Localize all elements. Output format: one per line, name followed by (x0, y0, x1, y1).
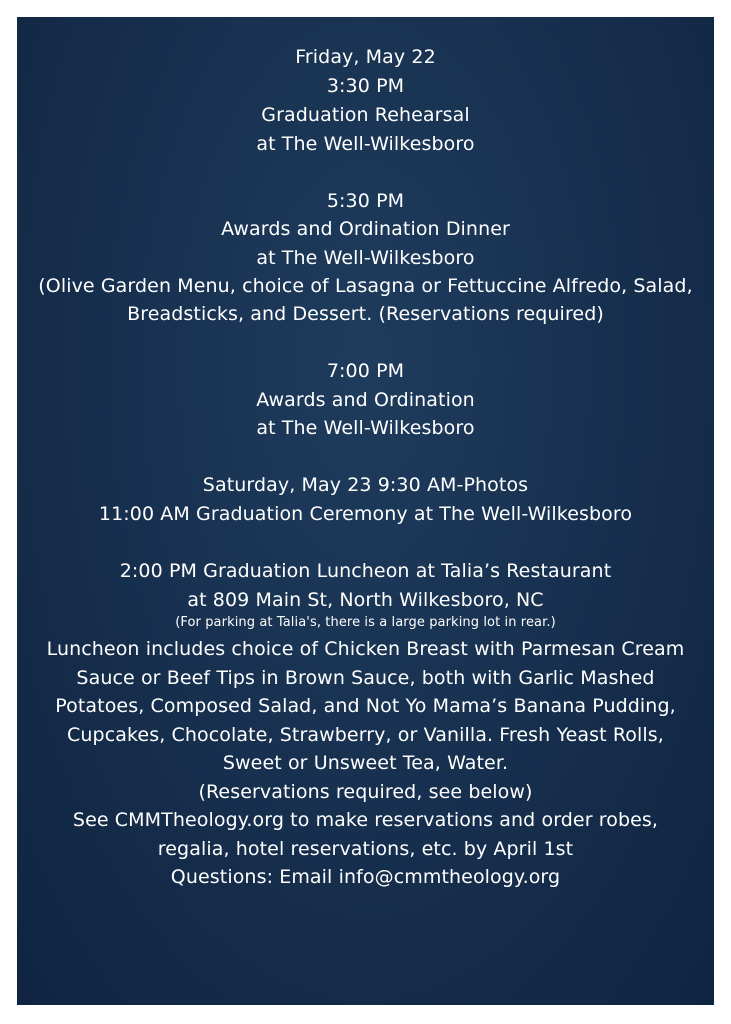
parking-note: (For parking at Talia's, there is a large parking lot in rear.) (175, 615, 556, 630)
rehearsal-time: 3:30 PM (326, 75, 405, 97)
ordination-time: 7:00 PM (326, 360, 405, 382)
website-line-2: regalia, hotel reservations, etc. by April 1st (157, 838, 574, 860)
dinner-time: 5:30 PM (326, 190, 405, 212)
reservations-note: (Reservations required, see below) (198, 781, 533, 803)
luncheon-menu-line-2: Sauce or Beef Tips in Brown Sauce, both with Garlic Mashed (76, 667, 655, 689)
rehearsal-location: at The Well-Wilkesboro (256, 133, 475, 155)
luncheon-menu-line-3: Potatoes, Composed Salad, and Not Yo Mama’s Banana Pudding, (55, 695, 676, 717)
luncheon-menu-line-1: Luncheon includes choice of Chicken Breast with Parmesan Cream (46, 638, 685, 660)
rehearsal-title: Graduation Rehearsal (261, 104, 470, 126)
dinner-title: Awards and Ordination Dinner (221, 218, 510, 240)
dinner-menu-line-2: Breadsticks, and Dessert. (Reservations required) (127, 303, 604, 325)
friday-date: Friday, May 22 (295, 46, 436, 68)
saturday-photos: Saturday, May 23 9:30 AM-Photos (202, 474, 529, 496)
website-line-1: See CMMTheology.org to make reservations and order robes, (72, 809, 659, 831)
luncheon-menu-line-4: Cupcakes, Chocolate, Strawberry, or Vanilla. Fresh Yeast Rolls, (67, 724, 664, 746)
graduation-ceremony: 11:00 AM Graduation Ceremony at The Well-Wilkesboro (98, 503, 633, 525)
schedule-card (17, 17, 714, 1005)
dinner-location: at The Well-Wilkesboro (256, 247, 475, 269)
contact-email: Questions: Email info@cmmtheology.org (170, 866, 561, 888)
ordination-title: Awards and Ordination (256, 389, 475, 411)
luncheon-menu-line-5: Sweet or Unsweet Tea, Water. (222, 752, 509, 774)
luncheon-line-2: at 809 Main St, North Wilkesboro, NC (187, 589, 544, 611)
ordination-location: at The Well-Wilkesboro (256, 417, 475, 439)
dinner-menu-line-1: (Olive Garden Menu, choice of Lasagna or Fettuccine Alfredo, Salad, (38, 275, 693, 297)
luncheon-line-1: 2:00 PM Graduation Luncheon at Talia’s Restaurant (119, 560, 612, 582)
